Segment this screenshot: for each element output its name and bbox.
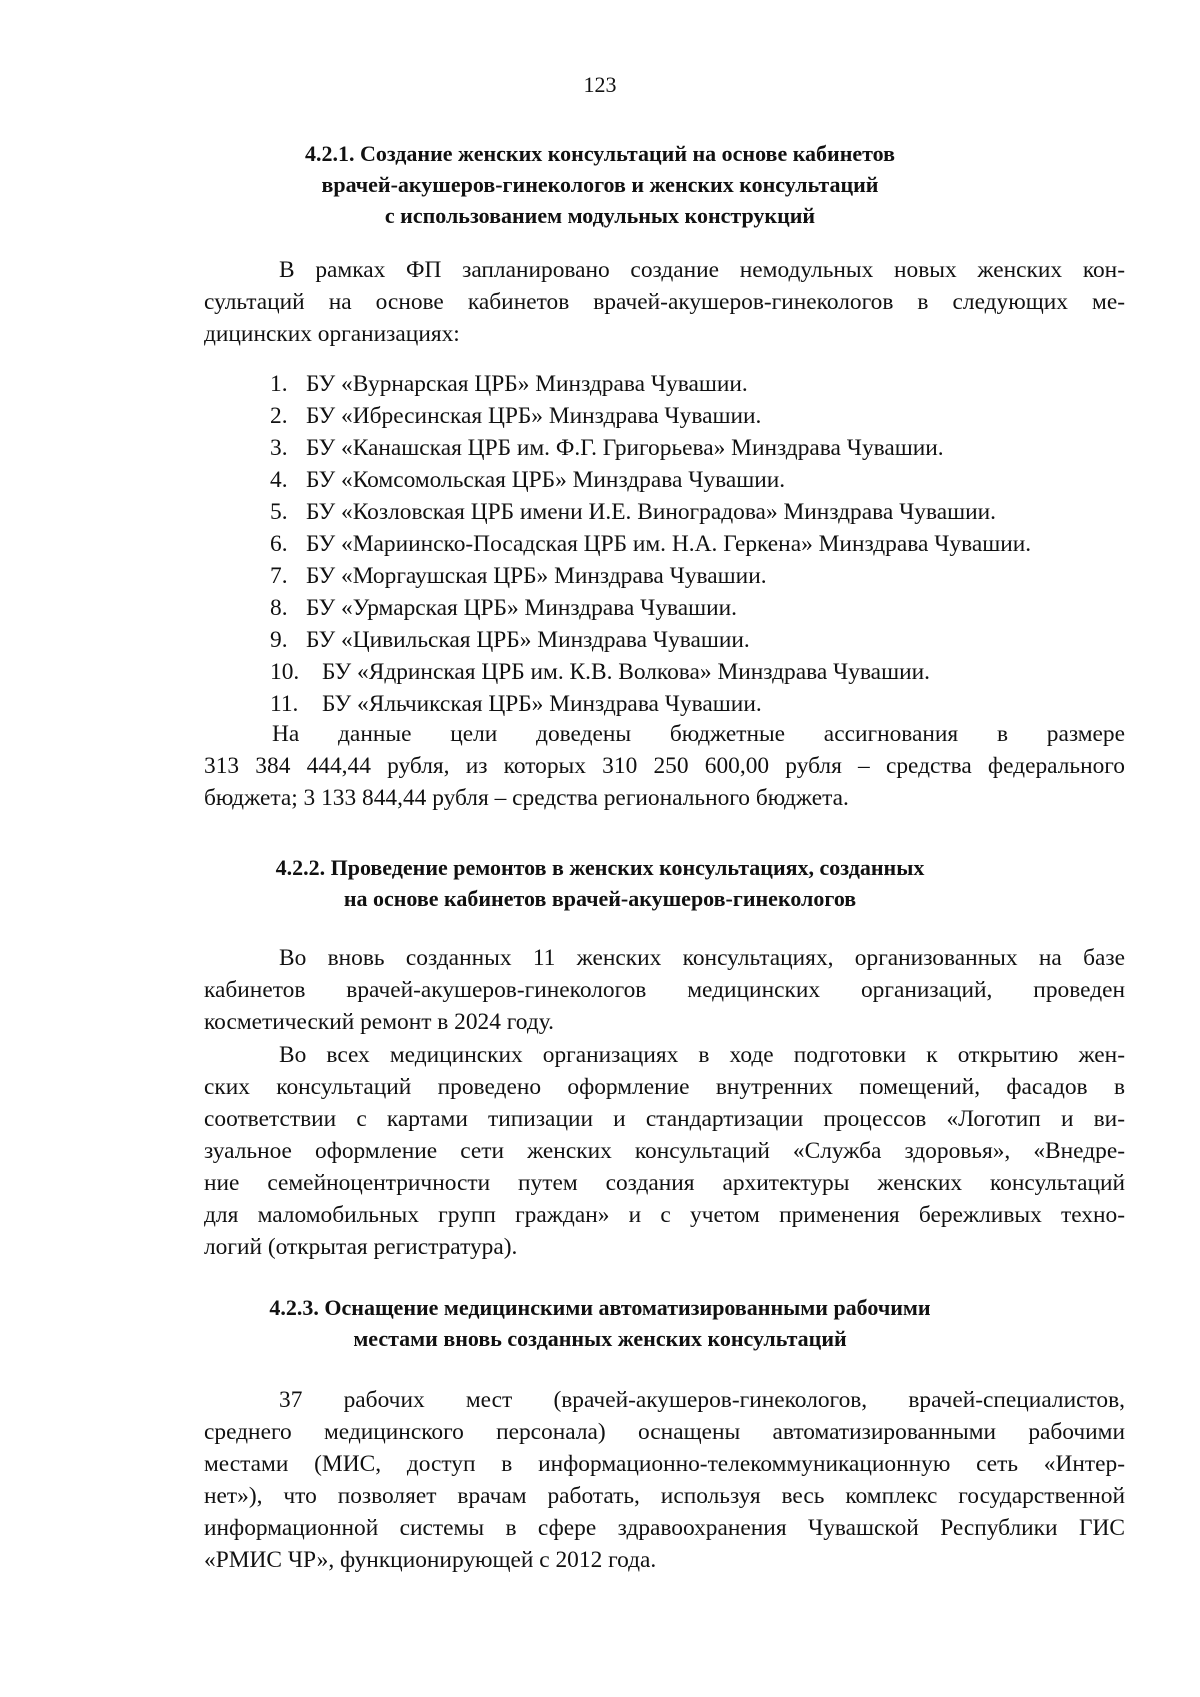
list-item (270, 560, 1031, 592)
list-item-number: 4. (270, 467, 288, 493)
workstations-paragraph (204, 1384, 1125, 1576)
heading-line: с использованием модульных конструкций (384, 203, 816, 228)
paragraph-line: сультаций на основе кабинетов врачей-акушеров-гинекологов в следующих ме- (204, 289, 1125, 315)
design-paragraph (204, 1039, 1125, 1263)
paragraph-line: бюджета; 3 133 844,44 рубля – средства регионального бюджета. (204, 785, 849, 811)
paragraph-line: среднего медицинского персонала) оснащены автоматизированными рабочими (204, 1419, 1125, 1445)
list-item (270, 592, 1031, 624)
list-item (270, 688, 1031, 720)
list-item-text: БУ «Цивильская ЦРБ» Минздрава Чувашии. (306, 627, 750, 653)
heading-line: местами вновь созданных женских консультаций (353, 1326, 847, 1351)
list-item-text: БУ «Ибресинская ЦРБ» Минздрава Чувашии. (306, 403, 762, 429)
paragraph-line: информационной системы в сфере здравоохранения Чувашской Республики ГИС (204, 1515, 1125, 1541)
section-heading-4-2-2 (0, 852, 1200, 914)
repairs-paragraph (204, 942, 1125, 1038)
paragraph-line: соответствии с картами типизации и стандартизации процессов «Логотип и ви- (204, 1106, 1125, 1132)
heading-line: 4.2.1. Создание женских консультаций на основе кабинетов (304, 141, 896, 166)
paragraph-line: зуальное оформление сети женских консультаций «Служба здоровья», «Внедре- (204, 1138, 1125, 1164)
list-item-text: БУ «Мариинско-Посадская ЦРБ им. Н.А. Геркена» Минздрава Чувашии. (306, 531, 1032, 557)
list-item-text: БУ «Яльчикская ЦРБ» Минздрава Чувашии. (322, 691, 762, 717)
organization-list (270, 368, 1031, 720)
list-item (270, 496, 1031, 528)
list-item-number: 11. (270, 691, 299, 717)
page-number: 123 (583, 72, 617, 97)
list-item (270, 400, 1031, 432)
intro-paragraph (204, 254, 1125, 350)
list-item-number: 8. (270, 595, 288, 621)
list-item-number: 10. (270, 659, 300, 685)
list-item-number: 2. (270, 403, 288, 429)
list-item-text: БУ «Козловская ЦРБ имени И.Е. Виноградова» Минздрава Чувашии. (306, 499, 996, 525)
list-item-number: 3. (270, 435, 288, 461)
paragraph-line: 313 384 444,44 рубля, из которых 310 250 600,00 рубля – средства федерального (204, 753, 1125, 779)
list-item-number: 9. (270, 627, 288, 653)
paragraph-line: «РМИС ЧР», функционирующей с 2012 года. (204, 1547, 657, 1573)
paragraph-line: ние семейноцентричности путем создания архитектуры женских консультаций (204, 1170, 1125, 1196)
paragraph-line: Во всех медицинских организациях в ходе подготовки к открытию жен- (279, 1042, 1125, 1068)
budget-paragraph (204, 718, 1125, 814)
list-item (270, 624, 1031, 656)
paragraph-line: для маломобильных групп граждан» и с учетом применения бережливых техно- (204, 1202, 1125, 1228)
paragraph-line: 37 рабочих мест (врачей-акушеров-гинекологов, врачей-специалистов, (279, 1387, 1125, 1413)
paragraph-line: косметический ремонт в 2024 году. (204, 1009, 554, 1035)
list-item-text: БУ «Урмарская ЦРБ» Минздрава Чувашии. (306, 595, 738, 621)
paragraph-line: В рамках ФП запланировано создание немодульных новых женских кон- (279, 257, 1125, 283)
paragraph-line: дицинских организациях: (204, 321, 460, 347)
list-item-number: 6. (270, 531, 288, 557)
list-item (270, 656, 1031, 688)
list-item-text: БУ «Ядринская ЦРБ им. К.В. Волкова» Минздрава Чувашии. (322, 659, 930, 685)
list-item-text: БУ «Вурнарская ЦРБ» Минздрава Чувашии. (306, 371, 748, 397)
list-item (270, 528, 1031, 560)
list-item-text: БУ «Комсомольская ЦРБ» Минздрава Чувашии. (306, 467, 786, 493)
list-item-text: БУ «Моргаушская ЦРБ» Минздрава Чувашии. (306, 563, 767, 589)
heading-line: врачей-акушеров-гинекологов и женских консультаций (321, 172, 879, 197)
paragraph-line: местами (МИС, доступ в информационно-телекоммуникационную сеть «Интер- (204, 1451, 1125, 1477)
list-item-number: 7. (270, 563, 288, 589)
heading-line: 4.2.3. Оснащение медицинскими автоматизированными рабочими (269, 1295, 931, 1320)
heading-line: 4.2.2. Проведение ремонтов в женских консультациях, созданных (275, 855, 925, 880)
list-item-text: БУ «Канашская ЦРБ им. Ф.Г. Григорьева» Минздрава Чувашии. (306, 435, 944, 461)
list-item-number: 1. (270, 371, 288, 397)
heading-line: на основе кабинетов врачей-акушеров-гинекологов (343, 886, 857, 911)
paragraph-line: кабинетов врачей-акушеров-гинекологов медицинских организаций, проведен (204, 977, 1125, 1003)
paragraph-line: ских консультаций проведено оформление внутренних помещений, фасадов в (204, 1074, 1125, 1100)
section-heading-4-2-1 (0, 138, 1200, 231)
list-item (270, 432, 1031, 464)
list-item (270, 368, 1031, 400)
list-item (270, 464, 1031, 496)
paragraph-line: Во вновь созданных 11 женских консультациях, организованных на базе (279, 945, 1125, 971)
paragraph-line: логий (открытая регистратура). (204, 1234, 518, 1260)
list-item-number: 5. (270, 499, 288, 525)
section-heading-4-2-3 (0, 1292, 1200, 1354)
paragraph-line: На данные цели доведены бюджетные ассигнования в размере (272, 721, 1125, 747)
paragraph-line: нет»), что позволяет врачам работать, используя весь комплекс государственной (204, 1483, 1125, 1509)
